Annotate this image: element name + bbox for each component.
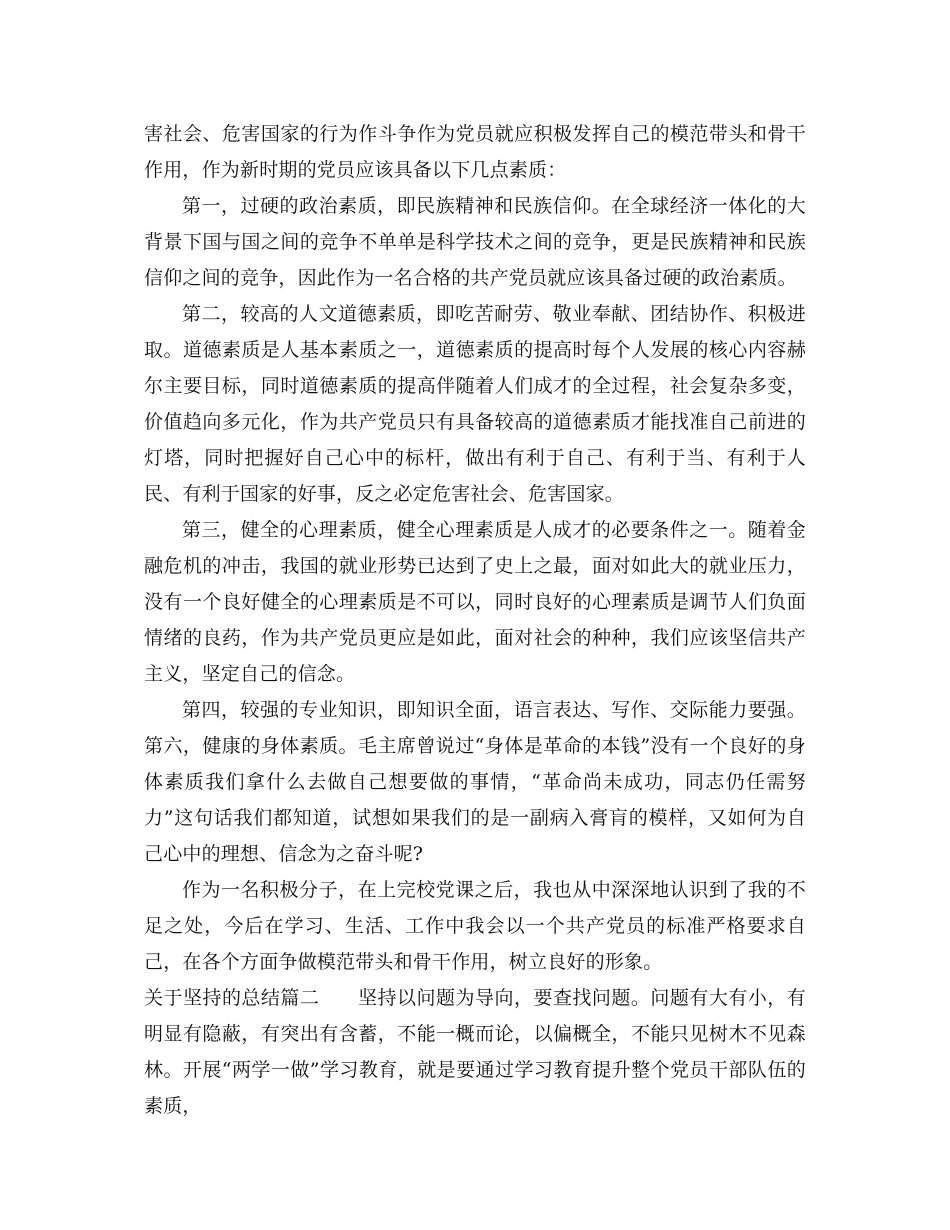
section-two-paragraph (144, 980, 806, 1124)
section-heading: 关于坚持的总结篇二 (144, 987, 320, 1009)
paragraph-continuation: 害社会、危害国家的行为作斗争作为党员就应积极发挥自己的模范带头和骨干作用，作为新时期的党员应该具备以下几点素质： (144, 123, 806, 181)
section-spacer (319, 987, 357, 1009)
paragraph-political-quality: 第一，过硬的政治素质，即民族精神和民族信仰。在全球经济一体化的大背景下国与国之间的竞争不单单是科学技术之间的竞争，更是民族精神和民族信仰之间的竞争，因此作为一名合格的共产党员就应该具备过硬的政治素质。 (144, 195, 806, 289)
document-body (144, 116, 806, 1124)
section-text: 坚持以问题为导向，要查找问题。问题有大有小，有明显有隐蔽，有突出有含蓄，不能一概而论，以偏概全，不能只见树木不见森林。开展“两学一做”学习教育，就是要通过学习教育提升整个党员干部队伍的素质， (144, 987, 806, 1117)
paragraph-professional-knowledge: 第四，较强的专业知识，即知识全面，语言表达、写作、交际能力要强。第六，健康的身体素质。毛主席曾说过“身体是革命的本钱”没有一个良好的身体素质我们拿什么去做自己想要做的事情，“革命尚未成功，同志仍任需努力”这句话我们都知道，试想如果我们的是一副病入膏肓的模样，又如何为自己心中的理想、信念为之奋斗呢? (144, 699, 806, 865)
paragraph-psychological-quality: 第三，健全的心理素质，健全心理素质是人成才的必要条件之一。随着金融危机的冲击，我国的就业形势已达到了史上之最，面对如此大的就业压力，没有一个良好健全的心理素质是不可以，同时良好的心理素质是调节人们负面情绪的良药，作为共产党员更应是如此，面对社会的种种，我们应该坚信共产主义，坚定自己的信念。 (144, 519, 806, 685)
paragraph-moral-quality: 第二，较高的人文道德素质，即吃苦耐劳、敬业奉献、团结协作、积极进取。道德素质是人基本素质之一，道德素质的提高时每个人发展的核心内容赫尔主要目标，同时道德素质的提高伴随着人们成才的全过程，社会复杂多变，价值趋向多元化，作为共产党员只有具备较高的道德素质才能找准自己前进的灯塔，同时把握好自己心中的标杆，做出有利于自己、有利于当、有利于人民、有利于国家的好事，反之必定危害社会、危害国家。 (144, 303, 806, 505)
paragraph-conclusion: 作为一名积极分子，在上完校党课之后，我也从中深深地认识到了我的不足之处，今后在学习、生活、工作中我会以一个共产党员的标准严格要求自己，在各个方面争做模范带头和骨干作用，树立良好的形象。 (144, 879, 806, 973)
